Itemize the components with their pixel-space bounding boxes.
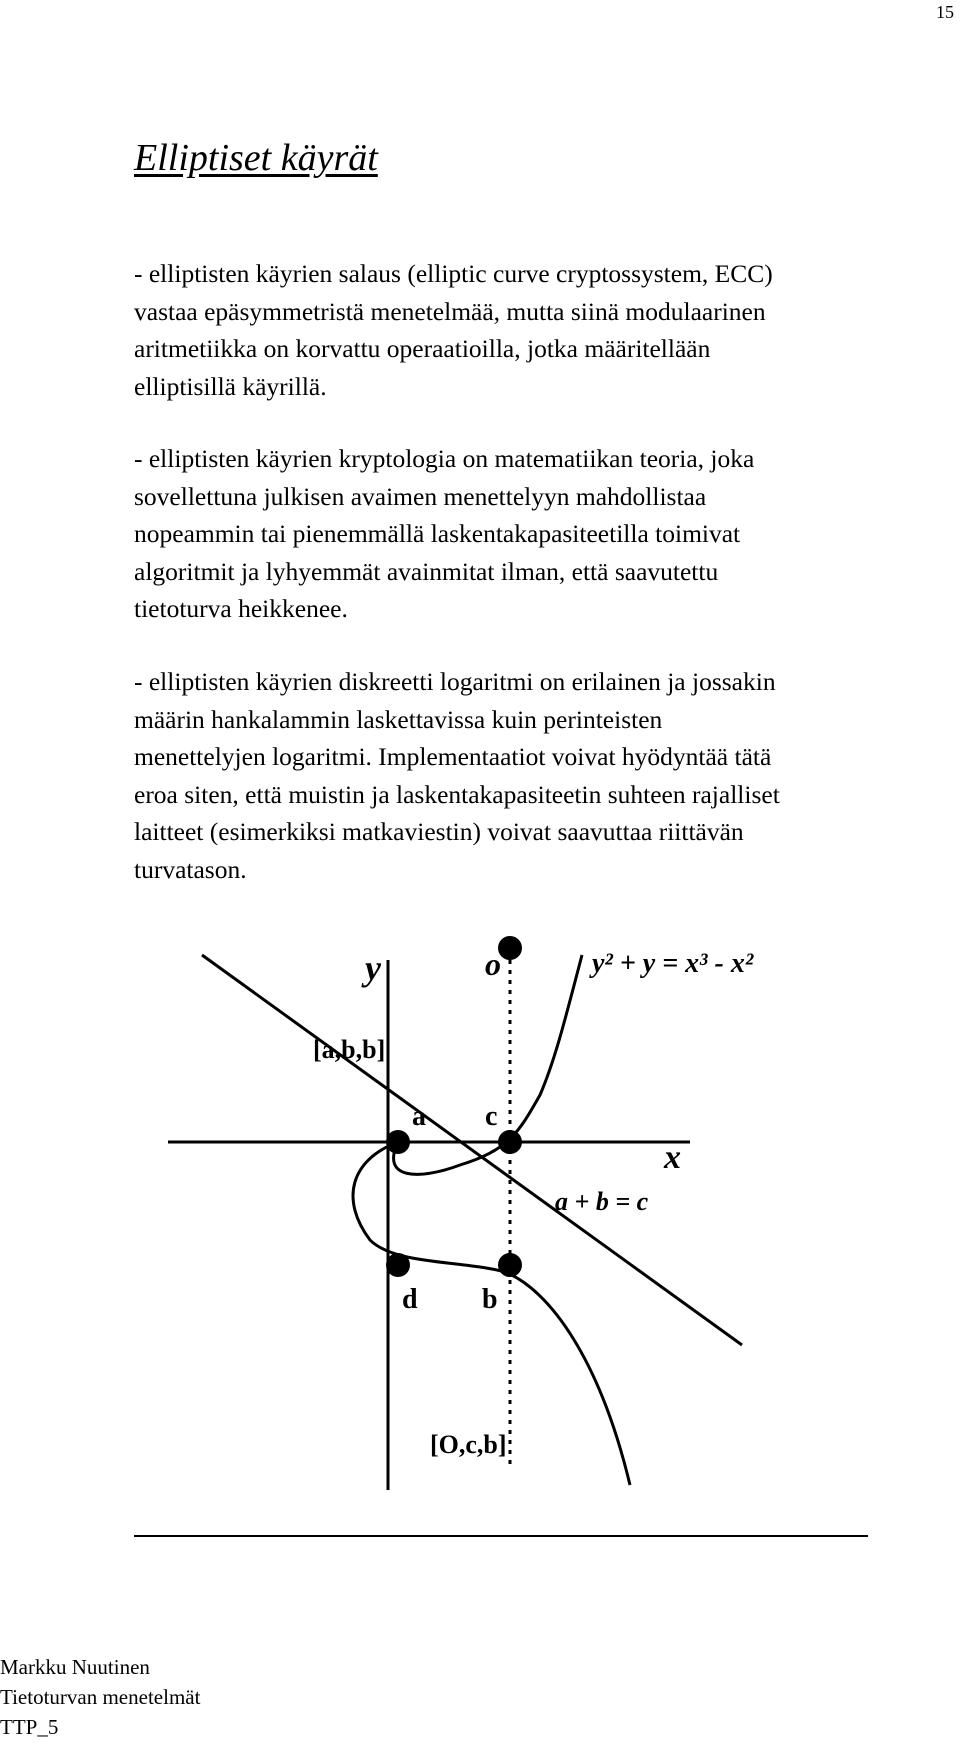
point-o-label: o	[485, 946, 501, 982]
point-a	[386, 1130, 410, 1154]
point-d-label: d	[402, 1284, 418, 1315]
curve-left-loop	[353, 1142, 505, 1272]
footer-author: Markku Nuutinen	[0, 1655, 150, 1679]
footer	[0, 1652, 200, 1742]
x-axis-label: x	[664, 1139, 681, 1176]
point-d	[386, 1253, 410, 1277]
paragraph-ecc-cryptology: - elliptisten käyrien kryptologia on matematiikan teoria, joka sovellettuna julkisen avaimen menettelyyn mahdollistaa nopeammin tai pienemmällä laskentakapasiteetilla toimivat algoritmit ja lyhyemmät avainmitat ilman, että saavutettu tietoturva heikkenee.	[134, 444, 755, 623]
line-ocb-label: [O,c,b]	[430, 1430, 507, 1459]
line-abb-label: [a,b,b]	[313, 1035, 386, 1064]
page-title: Elliptiset käyrät	[134, 137, 378, 179]
curve-lower-branch	[505, 1272, 630, 1485]
line-a-b-b	[202, 955, 742, 1345]
equation-label: y² + y = x³ - x²	[592, 948, 754, 979]
point-b-label: b	[482, 1284, 498, 1315]
footer-course: Tietoturvan menetelmät	[0, 1685, 201, 1709]
paragraph-ecc-intro: - elliptisten käyrien salaus (elliptic curve cryptossystem, ECC) vastaa epäsymmetristä menetelmää, mutta siinä modulaarinen aritmetiikka on korvattu operaatioilla, jotka määritellään elliptisillä käyrillä.	[134, 259, 773, 401]
page-number: 15	[936, 2, 954, 22]
point-a-label: a	[412, 1101, 426, 1132]
point-o	[498, 936, 522, 960]
point-c-label: c	[485, 1101, 498, 1132]
paragraph-ecc-discrete-log: - elliptisten käyrien diskreetti logaritmi on erilainen ja jossakin määrin hankalammin laskettavissa kuin perinteisten menettelyjen logaritmi. Implementaatiot voivat hyödyntää tätä eroa siten, että muistin ja laskentakapasiteetin suhteen rajalliset laitteet (esimerkiksi matkaviestin) voivat saavuttaa riittävän turvatason.	[134, 667, 780, 884]
point-c	[498, 1130, 522, 1154]
elliptic-curve-diagram	[130, 880, 960, 1520]
elliptic-curve-figure	[130, 880, 960, 1520]
footer-code: TTP_5	[0, 1715, 59, 1739]
y-axis-label: y	[365, 948, 381, 988]
sum-label: a + b = c	[555, 1187, 649, 1216]
point-b	[498, 1253, 522, 1277]
footer-divider	[134, 1535, 868, 1537]
